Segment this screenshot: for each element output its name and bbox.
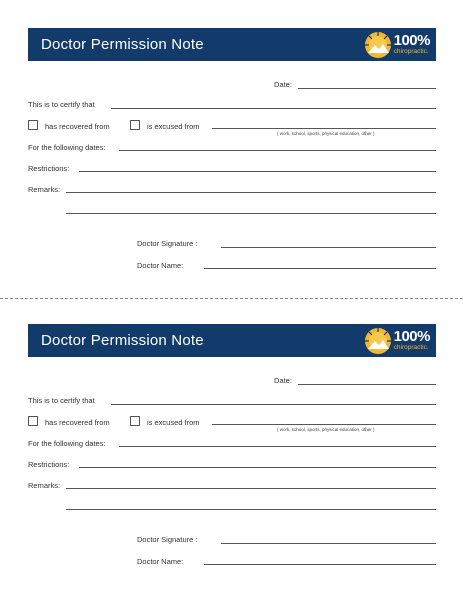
doctor-name-field[interactable] <box>204 268 436 269</box>
certify-label: This is to certify that <box>28 100 95 109</box>
dates-label: For the following dates: <box>28 143 106 152</box>
excused-hint: ( work, school, sports, physical education, other ) <box>277 427 375 432</box>
dates-label: For the following dates: <box>28 439 106 448</box>
certify-label: This is to certify that <box>28 396 95 405</box>
note-header-banner <box>28 28 436 61</box>
signature-label: Doctor Signature : <box>137 535 198 544</box>
patient-name-field[interactable] <box>111 404 436 405</box>
remarks-field[interactable] <box>66 488 436 489</box>
permission-note-bottom <box>0 296 463 566</box>
excused-from-field[interactable] <box>212 128 436 129</box>
recovered-checkbox[interactable] <box>28 416 38 426</box>
doctor-name-label: Doctor Name: <box>137 261 184 270</box>
logo-subtitle: chiropractic. <box>393 48 429 56</box>
excused-from-field[interactable] <box>212 424 436 425</box>
signature-label: Doctor Signature : <box>137 239 198 248</box>
chiropractic-logo <box>364 30 430 59</box>
signature-field[interactable] <box>221 543 436 544</box>
dates-field[interactable] <box>119 446 436 447</box>
recovered-label: has recovered from <box>45 122 110 131</box>
excused-label: is excused from <box>147 418 200 427</box>
logo-subtitle: chiropractic. <box>393 344 429 352</box>
remarks-field[interactable] <box>66 192 436 193</box>
date-label: Date: <box>274 376 292 385</box>
restrictions-field[interactable] <box>79 171 436 172</box>
logo-number: 100% <box>393 328 430 346</box>
remarks-label: Remarks: <box>28 481 61 490</box>
sun-mountain-logo-icon <box>364 31 392 59</box>
excused-checkbox[interactable] <box>130 416 140 426</box>
date-field[interactable] <box>298 384 436 385</box>
doctor-name-field[interactable] <box>204 564 436 565</box>
note-title: Doctor Permission Note <box>41 332 204 349</box>
restrictions-label: Restrictions: <box>28 460 70 469</box>
patient-name-field[interactable] <box>111 108 436 109</box>
note-header-banner <box>28 324 436 357</box>
doctor-name-label: Doctor Name: <box>137 557 184 566</box>
sun-mountain-logo-icon <box>364 327 392 355</box>
restrictions-label: Restrictions: <box>28 164 70 173</box>
logo-number: 100% <box>393 32 430 50</box>
recovered-checkbox[interactable] <box>28 120 38 130</box>
excused-label: is excused from <box>147 122 200 131</box>
excused-hint: ( work, school, sports, physical education, other ) <box>277 131 375 136</box>
excused-checkbox[interactable] <box>130 120 140 130</box>
date-field[interactable] <box>298 88 436 89</box>
dates-field[interactable] <box>119 150 436 151</box>
remarks-field-line-2[interactable] <box>66 213 436 214</box>
note-title: Doctor Permission Note <box>41 36 204 53</box>
remarks-field-line-2[interactable] <box>66 509 436 510</box>
recovered-label: has recovered from <box>45 418 110 427</box>
permission-note-top <box>0 0 463 270</box>
remarks-label: Remarks: <box>28 185 61 194</box>
signature-field[interactable] <box>221 247 436 248</box>
chiropractic-logo <box>364 326 430 355</box>
date-label: Date: <box>274 80 292 89</box>
restrictions-field[interactable] <box>79 467 436 468</box>
